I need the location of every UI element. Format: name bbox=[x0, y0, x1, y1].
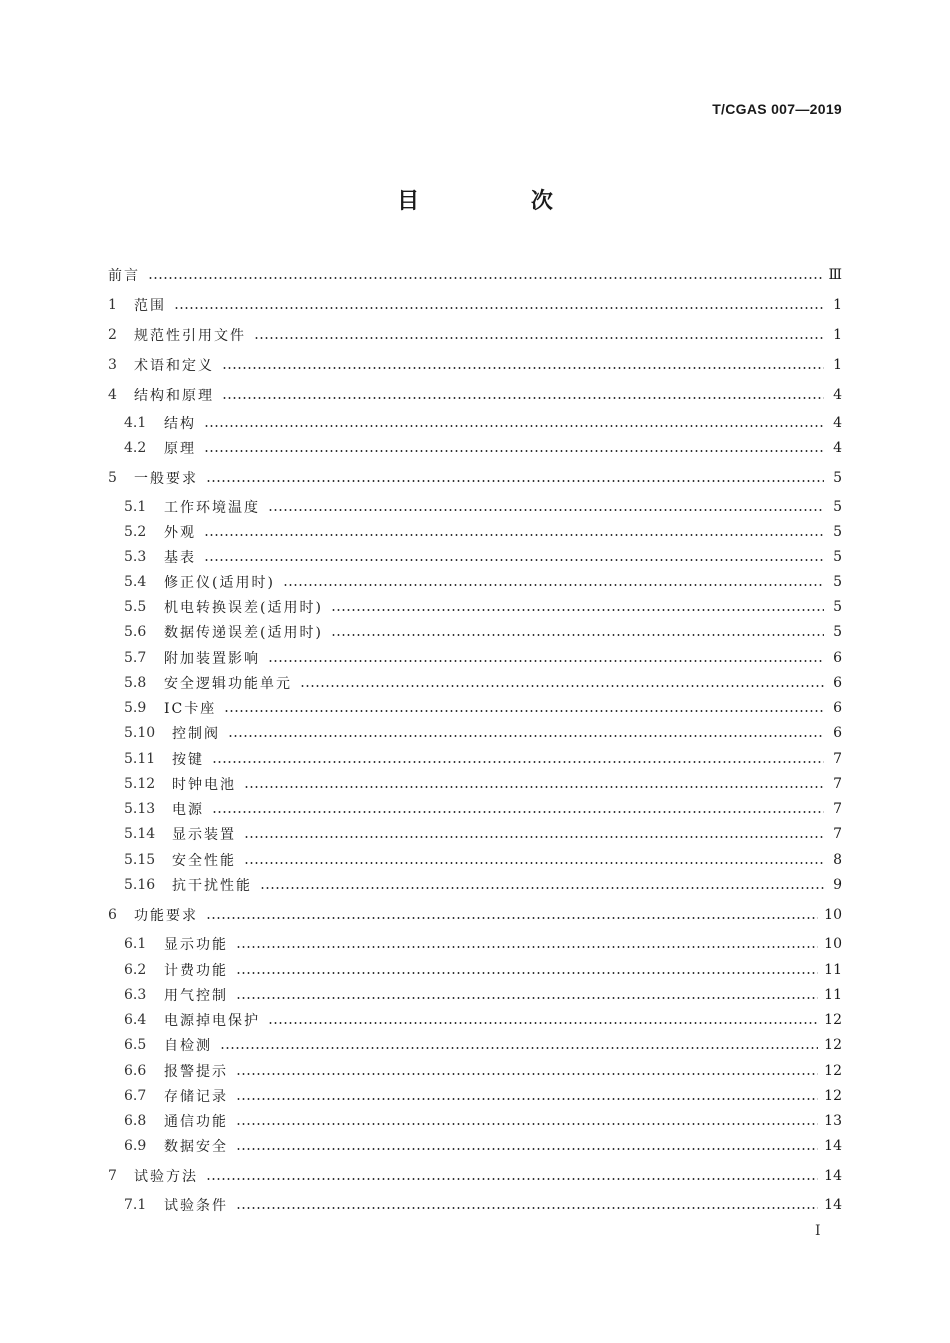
toc-entry-number: 5.16 bbox=[124, 877, 156, 893]
dot-leader bbox=[212, 761, 824, 763]
toc-entry-label: 工作环境温度 bbox=[164, 500, 260, 516]
toc-entry-label: 范围 bbox=[134, 298, 166, 314]
toc-entry-number: 7.1 bbox=[124, 1197, 147, 1213]
dot-leader bbox=[268, 1022, 818, 1024]
toc-entry-label: 安全性能 bbox=[172, 853, 236, 869]
dot-leader bbox=[228, 735, 824, 737]
dot-leader bbox=[148, 277, 822, 279]
toc-entry-label: 电源 bbox=[172, 802, 204, 818]
toc-entry-page: 5 bbox=[833, 524, 842, 540]
toc-entry[interactable] bbox=[108, 933, 842, 955]
toc-entry-number: 5.10 bbox=[124, 725, 156, 741]
dot-leader bbox=[236, 1098, 818, 1100]
toc-entry-label: 术语和定义 bbox=[134, 358, 214, 374]
toc-entry[interactable] bbox=[108, 1135, 842, 1157]
toc-entry[interactable] bbox=[108, 748, 842, 770]
toc-entry[interactable] bbox=[108, 959, 842, 981]
toc-entry-number: 6.6 bbox=[124, 1063, 147, 1079]
toc-entry-page: 1 bbox=[833, 327, 842, 343]
toc-entry-number: 2 bbox=[108, 327, 117, 343]
toc-entry[interactable] bbox=[108, 1060, 842, 1082]
toc-entry[interactable] bbox=[108, 1009, 842, 1031]
toc-entry[interactable] bbox=[108, 647, 842, 669]
toc-entry[interactable] bbox=[108, 521, 842, 543]
toc-entry-number: 5.5 bbox=[124, 599, 147, 615]
toc-entry-label: 数据传递误差(适用时) bbox=[164, 625, 323, 641]
dot-leader bbox=[254, 337, 824, 339]
toc-entry-number: 5.6 bbox=[124, 624, 147, 640]
toc-entry-number: 5.9 bbox=[124, 700, 147, 716]
toc-entry-label: 数据安全 bbox=[164, 1139, 228, 1155]
dot-leader bbox=[222, 367, 824, 369]
toc-entry[interactable] bbox=[108, 1194, 842, 1216]
dot-leader bbox=[204, 450, 824, 452]
toc-entry[interactable] bbox=[108, 294, 842, 316]
toc-entry[interactable] bbox=[108, 467, 842, 489]
dot-leader bbox=[268, 509, 824, 511]
toc-entry-page: 10 bbox=[824, 936, 842, 952]
dot-leader bbox=[204, 425, 824, 427]
toc-entry-number: 7 bbox=[108, 1168, 117, 1184]
toc-entry-number: 6.2 bbox=[124, 962, 147, 978]
toc-entry-page: 6 bbox=[833, 675, 842, 691]
toc-entry-number: 5.2 bbox=[124, 524, 147, 540]
toc-entry-page: 6 bbox=[833, 700, 842, 716]
dot-leader bbox=[204, 559, 824, 561]
toc-entry-page: 6 bbox=[833, 725, 842, 741]
toc-entry-label: 试验条件 bbox=[164, 1198, 228, 1214]
toc-entry[interactable] bbox=[108, 1165, 842, 1187]
toc-entry-number: 5.15 bbox=[124, 852, 156, 868]
toc-entry-number: 6.8 bbox=[124, 1113, 147, 1129]
toc-entry-page: 11 bbox=[824, 987, 842, 1003]
toc-entry[interactable] bbox=[108, 773, 842, 795]
toc-entry-label: 规范性引用文件 bbox=[134, 328, 246, 344]
toc-entry-page: 5 bbox=[833, 599, 842, 615]
toc-entry-label: 显示功能 bbox=[164, 937, 228, 953]
dot-leader bbox=[236, 1123, 818, 1125]
toc-entry-label: 安全逻辑功能单元 bbox=[164, 676, 292, 692]
toc-entry[interactable] bbox=[108, 571, 842, 593]
dot-leader bbox=[174, 307, 824, 309]
toc-entry-page: 7 bbox=[833, 776, 842, 792]
toc-entry-number: 6.4 bbox=[124, 1012, 147, 1028]
toc-entry-page: 5 bbox=[833, 574, 842, 590]
toc-entry[interactable] bbox=[108, 546, 842, 568]
toc-entry-page: 12 bbox=[824, 1037, 842, 1053]
toc-entry-page: 7 bbox=[833, 826, 842, 842]
dot-leader bbox=[220, 1047, 818, 1049]
dot-leader bbox=[244, 786, 824, 788]
dot-leader bbox=[222, 397, 824, 399]
toc-entry[interactable] bbox=[108, 697, 842, 719]
toc-entry-page: 5 bbox=[833, 470, 842, 486]
toc-entry-page: 10 bbox=[824, 907, 842, 923]
toc-entry-label: 结构和原理 bbox=[134, 388, 214, 404]
dot-leader bbox=[260, 887, 824, 889]
dot-leader bbox=[268, 660, 824, 662]
toc-entry-label: IC卡座 bbox=[164, 701, 217, 717]
standard-code: T/CGAS 007—2019 bbox=[712, 101, 842, 117]
toc-entry-number: 5.4 bbox=[124, 574, 147, 590]
toc-entry-label: 电源掉电保护 bbox=[164, 1013, 260, 1029]
toc-entry-page: 12 bbox=[824, 1063, 842, 1079]
toc-entry-label: 原理 bbox=[164, 441, 196, 457]
dot-leader bbox=[206, 480, 824, 482]
toc-entry[interactable] bbox=[108, 264, 842, 286]
toc-entry-number: 5.1 bbox=[124, 499, 147, 515]
page-number: I bbox=[815, 1223, 821, 1239]
toc-entry-label: 试验方法 bbox=[134, 1169, 198, 1185]
toc-entry-page: 5 bbox=[833, 549, 842, 565]
toc-entry-page: 11 bbox=[824, 962, 842, 978]
toc-entry-page: 1 bbox=[833, 357, 842, 373]
toc-entry-page: 1 bbox=[833, 297, 842, 313]
dot-leader bbox=[331, 634, 824, 636]
toc-entry[interactable] bbox=[108, 904, 842, 926]
toc-entry-page: 14 bbox=[824, 1197, 842, 1213]
dot-leader bbox=[236, 997, 818, 999]
toc-entry-number: 5.3 bbox=[124, 549, 147, 565]
toc-entry-page: 6 bbox=[833, 650, 842, 666]
toc-entry-number: 6.5 bbox=[124, 1037, 147, 1053]
toc-entry-label: 修正仪(适用时) bbox=[164, 575, 275, 591]
toc-entry-number: 5.12 bbox=[124, 776, 156, 792]
toc-entry-label: 附加装置影响 bbox=[164, 651, 260, 667]
toc-entry-page: 8 bbox=[833, 852, 842, 868]
page-title: 目 次 bbox=[397, 189, 605, 214]
toc-entry-number: 4.2 bbox=[124, 440, 147, 456]
toc-entry[interactable] bbox=[108, 1034, 842, 1056]
toc-entry-page: 4 bbox=[833, 387, 842, 403]
toc-entry-page: 14 bbox=[824, 1138, 842, 1154]
toc-entry-label: 用气控制 bbox=[164, 988, 228, 1004]
toc-entry[interactable] bbox=[108, 722, 842, 744]
toc-entry[interactable] bbox=[108, 437, 842, 459]
toc-entry[interactable] bbox=[108, 984, 842, 1006]
toc-entry-label: 抗干扰性能 bbox=[172, 878, 252, 894]
toc-entry[interactable] bbox=[108, 354, 842, 376]
toc-entry[interactable] bbox=[108, 412, 842, 434]
toc-entry-label: 外观 bbox=[164, 525, 196, 541]
toc-entry-label: 自检测 bbox=[164, 1038, 212, 1054]
dot-leader bbox=[224, 710, 824, 712]
toc-entry[interactable] bbox=[108, 849, 842, 871]
toc-entry-number: 6 bbox=[108, 907, 117, 923]
toc-entry-page: 5 bbox=[833, 499, 842, 515]
toc-entry-number: 4 bbox=[108, 387, 117, 403]
toc-entry-page: 12 bbox=[824, 1012, 842, 1028]
toc-entry-label: 控制阀 bbox=[172, 726, 220, 742]
toc-entry[interactable] bbox=[108, 823, 842, 845]
toc-entry[interactable] bbox=[108, 384, 842, 406]
dot-leader bbox=[331, 609, 824, 611]
dot-leader bbox=[236, 946, 818, 948]
toc-entry-label: 功能要求 bbox=[134, 908, 198, 924]
toc-entry-number: 5 bbox=[108, 470, 117, 486]
toc-entry[interactable] bbox=[108, 874, 842, 896]
toc-entry-label: 前言 bbox=[108, 268, 140, 284]
toc-entry-number: 6.9 bbox=[124, 1138, 147, 1154]
toc-entry-label: 报警提示 bbox=[164, 1064, 228, 1080]
toc-entry[interactable] bbox=[108, 1085, 842, 1107]
dot-leader bbox=[206, 917, 818, 919]
toc-entry-label: 按键 bbox=[172, 752, 204, 768]
toc-entry-number: 5.7 bbox=[124, 650, 147, 666]
toc-entry-page: 12 bbox=[824, 1088, 842, 1104]
toc-entry-number: 6.3 bbox=[124, 987, 147, 1003]
dot-leader bbox=[236, 972, 818, 974]
toc-entry-page: Ⅲ bbox=[828, 267, 842, 283]
toc-entry[interactable] bbox=[108, 798, 842, 820]
toc-entry-number: 3 bbox=[108, 357, 117, 373]
dot-leader bbox=[244, 862, 824, 864]
toc-entry-number: 5.8 bbox=[124, 675, 147, 691]
toc-entry-number: 5.13 bbox=[124, 801, 156, 817]
toc-entry-label: 通信功能 bbox=[164, 1114, 228, 1130]
dot-leader bbox=[236, 1148, 818, 1150]
dot-leader bbox=[300, 685, 824, 687]
toc-entry-number: 4.1 bbox=[124, 415, 147, 431]
toc-entry-page: 4 bbox=[833, 440, 842, 456]
dot-leader bbox=[204, 534, 824, 536]
dot-leader bbox=[244, 836, 824, 838]
toc-entry-label: 存储记录 bbox=[164, 1089, 228, 1105]
dot-leader bbox=[206, 1178, 818, 1180]
toc-entry[interactable] bbox=[108, 324, 842, 346]
toc-entry[interactable] bbox=[108, 496, 842, 518]
toc-entry-label: 计费功能 bbox=[164, 963, 228, 979]
toc-entry-label: 一般要求 bbox=[134, 471, 198, 487]
toc-entry-label: 基表 bbox=[164, 550, 196, 566]
dot-leader bbox=[283, 584, 824, 586]
toc-entry-label: 时钟电池 bbox=[172, 777, 236, 793]
toc-entry[interactable] bbox=[108, 596, 842, 618]
toc-entry-page: 9 bbox=[833, 877, 842, 893]
toc-entry-page: 14 bbox=[824, 1168, 842, 1184]
toc-entry-number: 5.11 bbox=[124, 751, 156, 767]
toc-entry-page: 5 bbox=[833, 624, 842, 640]
toc-entry-page: 4 bbox=[833, 415, 842, 431]
toc-entry[interactable] bbox=[108, 672, 842, 694]
toc-entry-page: 7 bbox=[833, 801, 842, 817]
toc-entry-number: 5.14 bbox=[124, 826, 156, 842]
toc-entry-number: 1 bbox=[108, 297, 117, 313]
toc-entry-number: 6.7 bbox=[124, 1088, 147, 1104]
toc-entry-label: 机电转换误差(适用时) bbox=[164, 600, 323, 616]
dot-leader bbox=[236, 1073, 818, 1075]
dot-leader bbox=[236, 1207, 818, 1209]
toc-entry-page: 7 bbox=[833, 751, 842, 767]
toc-entry-label: 显示装置 bbox=[172, 827, 236, 843]
toc-entry-label: 结构 bbox=[164, 416, 196, 432]
toc-entry-number: 6.1 bbox=[124, 936, 147, 952]
toc-entry[interactable] bbox=[108, 621, 842, 643]
toc-entry[interactable] bbox=[108, 1110, 842, 1132]
toc-entry-page: 13 bbox=[824, 1113, 842, 1129]
dot-leader bbox=[212, 811, 824, 813]
